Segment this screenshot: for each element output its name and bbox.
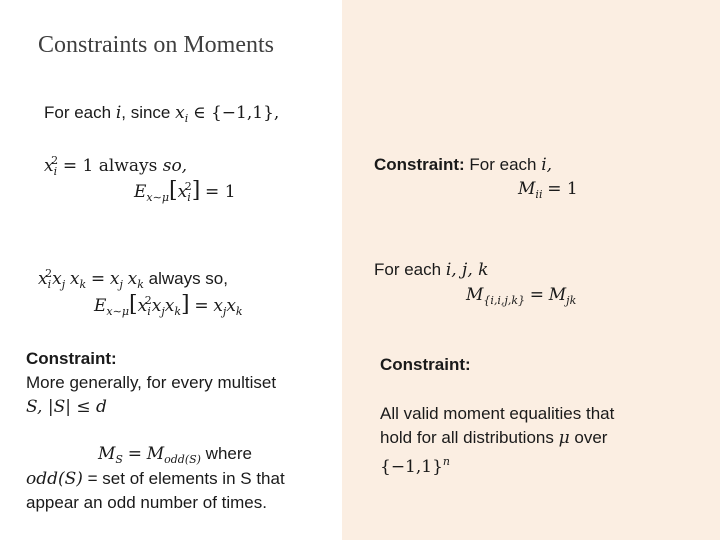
math-jk-sub: jk (566, 294, 577, 307)
math-x-i-sq: x (44, 156, 54, 176)
right-constraint-heading-1: Constraint: (374, 155, 465, 174)
text-odd-def: = set of elements in S that (87, 469, 285, 488)
left-line-odd-def (26, 468, 285, 490)
math-i: i, (541, 155, 553, 175)
math-n-sup: n (442, 455, 451, 468)
math-x-mu-sub: x∼μ (146, 191, 169, 204)
math-S-card: S, |S| ≤ d (26, 397, 107, 417)
left-line-expectation-xi-sq: $E_{x\sim\mu}[x_i^2] = 1$ (134, 178, 236, 204)
math-eq-one: = 1 (547, 179, 578, 199)
text-for-each: For each (44, 103, 116, 122)
text-so: so, (162, 156, 188, 176)
right-valid-line-1: All valid moment equalities that (380, 404, 615, 423)
right-valid-line-3 (380, 451, 450, 478)
slide-title: Constraints on Moments (38, 32, 275, 58)
left-line-xi2-xj-xk: $x_i^2x_j$ $x_k = x_j$ $x_k$ always so, (38, 267, 228, 291)
math-iijk-sub: {i,i,j,k} (483, 294, 526, 307)
text-hold-for-all: hold for all distributions (380, 428, 559, 447)
left-line-xi-squared: $x_i^2 = 1$ always so, (44, 154, 188, 178)
math-M: M (98, 444, 116, 464)
math-M: M (466, 285, 484, 305)
math-E: E (134, 182, 147, 202)
right-constraint-heading-2: Constraint: (380, 355, 471, 374)
left-constraint-heading: Constraint: (26, 349, 117, 368)
math-odd-S: odd(S) (26, 469, 83, 489)
text-always-so: always so, (148, 269, 228, 288)
right-line-constraint-for-each-i (374, 154, 552, 176)
right-valid-line-2 (380, 427, 607, 449)
math-in-set: ∈ {−1,1}, (192, 103, 280, 123)
math-M: M (518, 179, 536, 199)
math-eq: = (529, 285, 545, 305)
left-line-S-card (26, 396, 107, 418)
text-for-each: For each (374, 260, 446, 279)
left-line-expectation-xi2-xj-xk: $E_{x\sim\mu}[x_i^2x_jx_k] = x_jx_k$ (94, 292, 243, 318)
left-line-odd-def-2: appear an odd number of times. (26, 493, 267, 512)
math-ii-sub: ii (535, 188, 543, 201)
text-for-each: For each (464, 155, 542, 174)
math-mu: μ (558, 428, 570, 448)
text-equals-one-always: = 1 always (62, 156, 163, 176)
right-line-Mii (518, 178, 578, 206)
left-more-generally: More generally, for every multiset (26, 373, 277, 392)
text-over: over (569, 428, 608, 447)
math-set: {−1,1} (380, 457, 443, 477)
right-line-for-each-ijk (374, 259, 488, 281)
text-since: , since (121, 103, 171, 122)
right-line-Miijk (466, 284, 576, 312)
math-x: x (175, 103, 185, 123)
math-i: i (115, 103, 122, 123)
math-odd-S-sub: odd(S) (164, 453, 201, 466)
math-eq-one: = 1 (205, 182, 236, 202)
left-line-MS-equals: $M_S = M_{odd(S)}$ where (98, 444, 252, 466)
text-where: where (200, 444, 252, 463)
left-line-for-each-since: For each i, since $x_i$ ∈ {−1,1}, (44, 103, 280, 125)
math-M: M (548, 285, 567, 305)
math-ijk: i, j, k (445, 260, 489, 280)
